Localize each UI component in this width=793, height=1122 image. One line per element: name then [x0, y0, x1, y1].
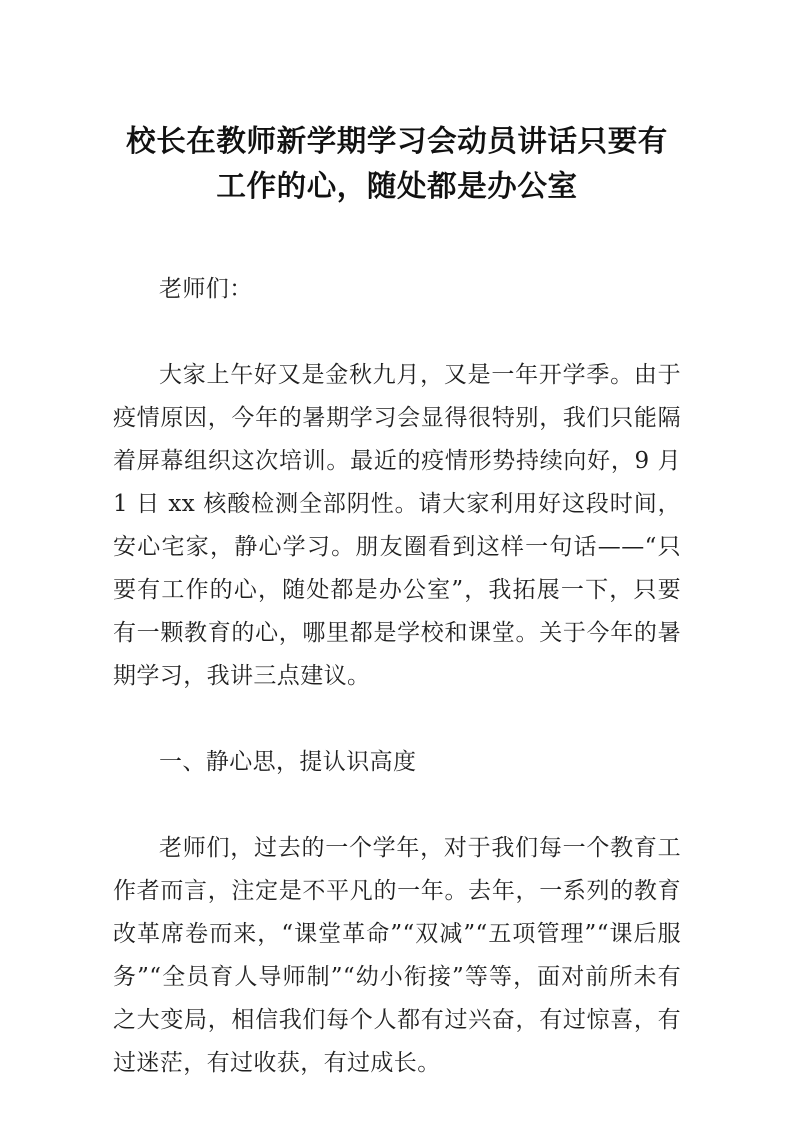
- salutation: 老师们：: [159, 276, 253, 302]
- section-one-paragraph: 老师们，过去的一个学年，对于我们每一个教育工作者而言，注定是不平凡的一年。去年，一系列的教育改革席卷而来，“课堂革命”“双减”“五项管理”“课后服务”“全员育人导师制”“幼小衔接”等等，面对前所未有之大变局，相信我们每个人都有过兴奋，有过惊喜，有过迷茫，有过收获，有过成长。: [113, 835, 681, 1076]
- section-heading-one: 一、静心思，提认识高度: [159, 749, 417, 775]
- page-title: 校长在教师新学期学习会动员讲话只要有工作的心，随处都是办公室: [126, 123, 668, 203]
- document-body: [113, 0, 681, 1085]
- paragraph-opening: 大家上午好又是金秋九月，又是一年开学季。由于疫情原因，今年的暑期学习会显得很特别，我们只能隔着屏幕组织这次培训。最近的疫情形势持续向好，9 月 1 日 xx 核酸检测全部阴性。请大家利用好这段时间，安心宅家，静心学习。朋友圈看到这样一句话——“只要有工作的心，随处都是办公室”，我拓展一下，只要有一颗教育的心，哪里都是学校和课堂。关于今年的暑期学习，我讲三点建议。: [113, 362, 681, 689]
